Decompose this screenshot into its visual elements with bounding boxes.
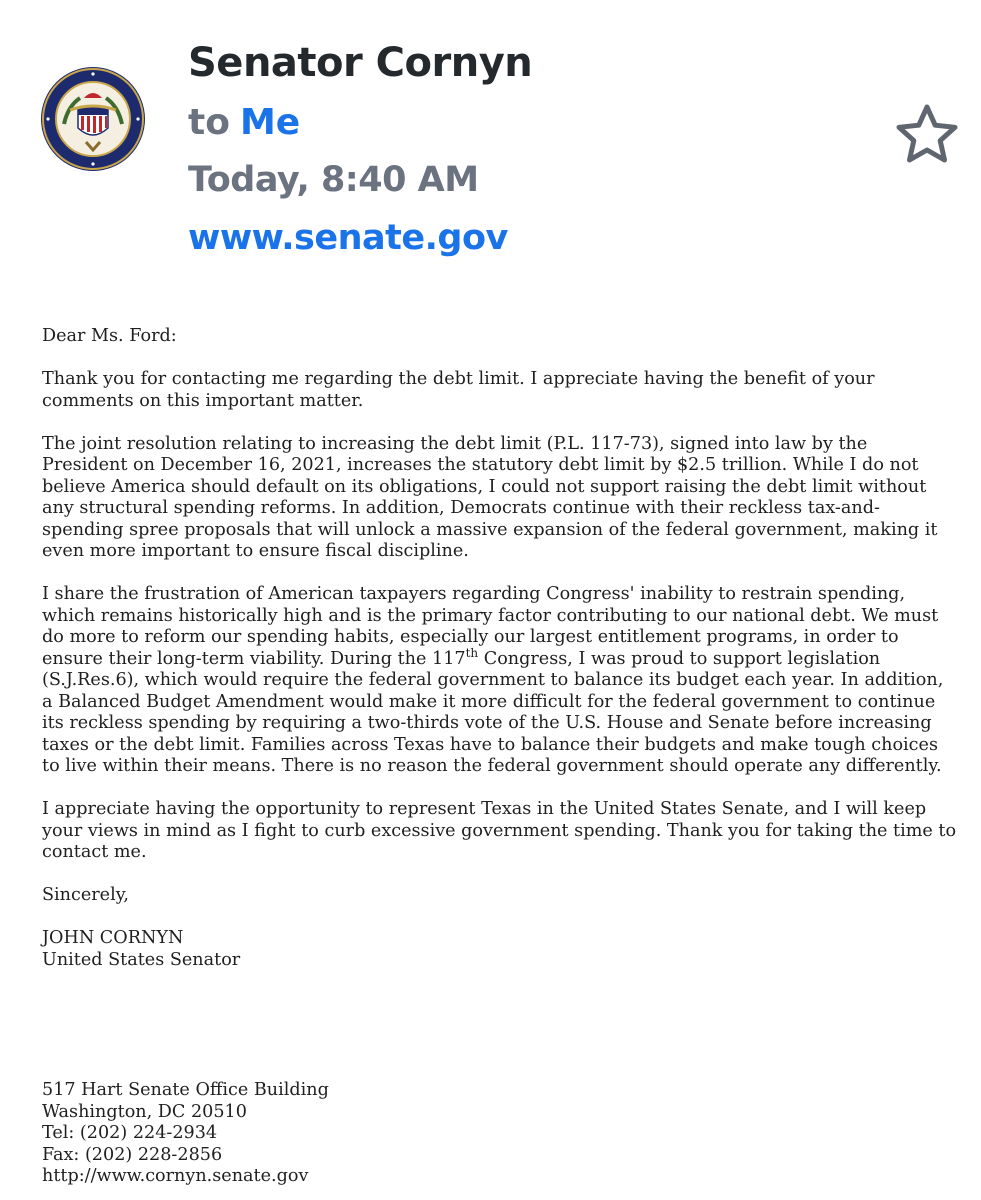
sender-website-link[interactable]: www.senate.gov xyxy=(188,218,508,258)
recipient-name[interactable]: Me xyxy=(239,102,301,143)
office-contact-footer xyxy=(42,1080,329,1188)
address-line-1: 517 Hart Senate Office Building xyxy=(42,1080,329,1100)
email-body xyxy=(42,326,957,993)
fax: Fax: (202) 228-2856 xyxy=(42,1144,223,1165)
ordinal-suffix: th xyxy=(465,645,479,660)
office-website-link[interactable]: http://www.cornyn.senate.gov xyxy=(42,1166,309,1186)
salutation: Dear Ms. Ford: xyxy=(42,326,177,346)
paragraph-intro: Thank you for contacting me regarding the debt limit. I appreciate having the benefit of your comments on this important matter. xyxy=(42,369,875,411)
email-header xyxy=(0,0,981,300)
sender-name[interactable]: Senator Cornyn xyxy=(188,40,533,86)
signature xyxy=(42,928,957,971)
closing: Sincerely, xyxy=(42,885,129,905)
address-line-2: Washington, DC 20510 xyxy=(42,1101,247,1122)
signature-title: United States Senator xyxy=(42,949,241,970)
star-outline-icon[interactable] xyxy=(894,102,960,166)
to-label: to xyxy=(188,102,230,143)
paragraph-spending-part2: Congress, I was proud to support legislation (S.J.Res.6), which would require the federal government to balance its budget each year. In addition, a Balanced Budget Amendment would make it more difficult for the federal government to continue its reckless spending by requiring a two-thirds vote of the U.S. House and Senate before increasing taxes or the debt limit. Families across Texas have to balance their budgets and make tough choices to live within their means. There is no reason the federal government should operate any differently. xyxy=(42,648,944,776)
paragraph-spending-part1: I share the frustration of American taxpayers regarding Congress' inability to restrain spending, which remains historically high and is the primary factor contributing to our national debt. We must do more to reform our spending habits, especially our largest entitlement programs, in order to ensure their long-term viability. During the 117 xyxy=(42,584,939,669)
paragraph-closing-remarks: I appreciate having the opportunity to represent Texas in the United States Senate, and I will keep your views in mind as I fight to curb excessive government spending. Thank you for taking the time to contact me. xyxy=(42,799,957,862)
telephone: Tel: (202) 224-2934 xyxy=(42,1123,218,1143)
paragraph-debt-limit: The joint resolution relating to increasing the debt limit (P.L. 117-73), signed into law by the President on December 16, 2021, increases the statutory debt limit by $2.5 trillion. While I do not believe America should default on its obligations, I could not support raising the debt limit without any structural spending reforms. In addition, Democrats continue with their reckless tax-and-spending spree proposals that will unlock a massive expansion of the federal government, making it even more important to ensure fiscal discipline. xyxy=(42,433,938,561)
signature-name: JOHN CORNYN xyxy=(42,928,184,948)
recipient-line xyxy=(188,102,300,143)
united-states-senate-seal-icon[interactable] xyxy=(40,66,146,172)
email-timestamp: Today, 8:40 AM xyxy=(188,160,479,200)
paragraph-spending xyxy=(42,584,957,778)
